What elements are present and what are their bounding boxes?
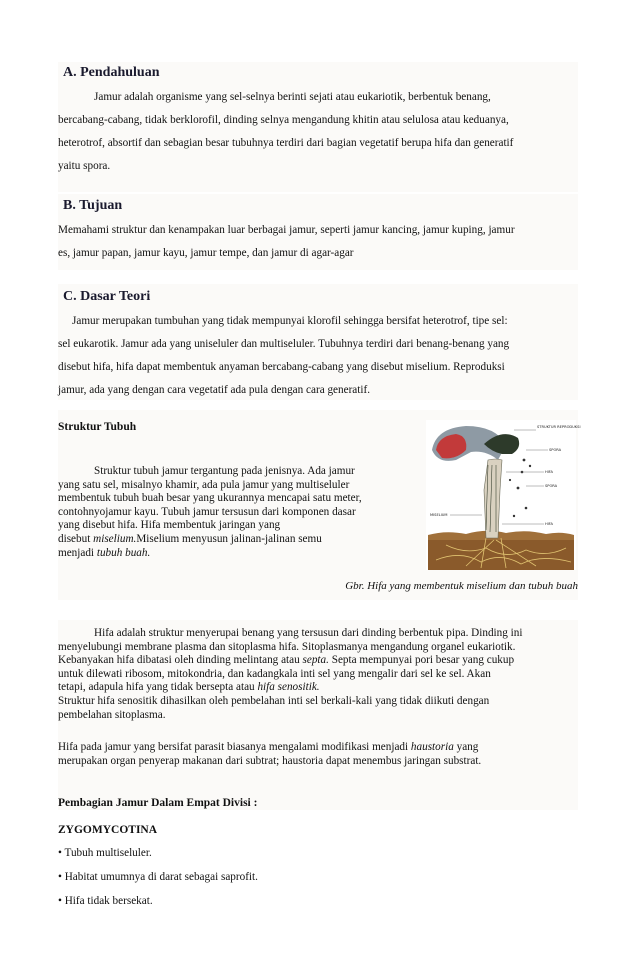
section-c-heading: C. Dasar Teori: [63, 289, 151, 304]
section-b-line: Memahami struktur dan kenampakan luar berbagai jamur, seperti jamur kancing, jamur kuping, jamur: [58, 224, 515, 236]
struktur-heading: Struktur Tubuh: [58, 421, 137, 433]
haustoria-paragraph: [58, 741, 481, 768]
hifa-line: Hifa adalah struktur menyerupai benang yang tersusun dari dinding berbentuk pipa. Dinding ini: [94, 627, 523, 639]
section-c-paragraph: [58, 310, 509, 402]
text-run: yang: [453, 741, 479, 753]
section-a-line: heterotrof, absortif dan sebagian besar tubuhnya terdiri dari bagian vegetatif berupa hifa dan generatif: [58, 137, 514, 149]
italic-term: tubuh buah.: [96, 546, 151, 559]
label-miselium: MISELIUM: [430, 513, 448, 517]
struktur-line: membentuk tubuh buah besar yang ukurannya mencapai satu meter,: [58, 492, 362, 505]
section-b-paragraph: [58, 219, 515, 265]
hifa-line: untuk dilewati ribosom, mitokondria, dan kadangkala inti sel yang mengalir dari sel ke sel. Akan: [58, 667, 491, 680]
section-a-line: yaitu spora.: [58, 160, 111, 172]
text-run: Hifa pada jamur yang bersifat parasit biasanya mengalami modifikasi menjadi: [58, 741, 411, 753]
italic-term: septa.: [302, 654, 329, 667]
struktur-line: contohnyojamur kayu. Tubuh jamur tersusun dari komponen dasar: [58, 505, 356, 518]
division-heading: ZYGOMYCOTINA: [58, 824, 158, 836]
section-c-line: disebut hifa, hifa dapat membentuk anyaman bercabang-cabang yang disebut miselium. Reproduksi: [58, 361, 505, 373]
italic-term: miselium.: [93, 532, 137, 545]
section-a-line: bercabang-cabang, tidak berklorofil, dinding selnya mengandung khitin atau selulosa atau keduanya,: [58, 114, 509, 126]
italic-term: hifa senositik.: [257, 681, 320, 694]
bullet-item: • Hifa tidak bersekat.: [58, 895, 153, 907]
hifa-line: [58, 681, 522, 695]
hifa-line: [58, 741, 481, 755]
hifa-line: merupakan organ penyerap makanan dari subtrat; haustoria dapat menembus jaringan substrat.: [58, 754, 482, 767]
label-spora-2: SPORA: [545, 484, 558, 488]
section-c-line: sel eukarotik. Jamur ada yang uniseluler dan multiseluler. Tubuhnya terdiri dari benang-benang yang: [58, 338, 510, 350]
struktur-line: yang disebut hifa. Hifa membentuk jaringan yang: [58, 519, 281, 532]
section-c-line: Jamur merupakan tumbuhan yang tidak mempunyai klorofil sehingga bersifat heterotrof, tipe sel:: [72, 315, 508, 327]
section-b-line: es, jamur papan, jamur kayu, jamur tempe, dan jamur di agar-agar: [58, 247, 354, 259]
bullet-item: • Habitat umumnya di darat sebagai saprofit.: [58, 871, 258, 883]
label-spora: SPORA: [549, 448, 562, 452]
hifa-line: menyelubungi membrane plasma dan sitoplasma hifa. Sitoplasmanya mengandung organel eukariotik.: [58, 640, 516, 653]
italic-term: haustoria: [410, 741, 454, 753]
section-a-paragraph: [58, 86, 513, 178]
struktur-line: [58, 533, 362, 547]
hifa-line: [58, 654, 522, 668]
pembagian-heading: Pembagian Jamur Dalam Empat Divisi :: [58, 797, 258, 809]
text-run: menjadi: [58, 546, 97, 559]
struktur-line: Struktur tubuh jamur tergantung pada jenisnya. Ada jamur: [94, 465, 355, 477]
label-struktur-reproduksi: STRUKTUR REPRODUKSI: [537, 425, 581, 429]
struktur-line: yang satu sel, misalnyo khamir, ada pula jamur yang multiseluler: [58, 478, 350, 491]
text-run: Kebanyakan hifa dibatasi oleh dinding melintang atau: [58, 654, 303, 667]
text-run: disebut: [58, 532, 94, 545]
section-b-heading: B. Tujuan: [63, 198, 123, 213]
section-a-line: Jamur adalah organisme yang sel-selnya berinti sejati atau eukariotik, berbentuk benang,: [94, 91, 491, 103]
mushroom-figure: [426, 420, 581, 570]
text-run: tetapi, adapula hifa yang tidak bersepta atau: [58, 681, 258, 694]
struktur-line: [58, 547, 362, 561]
struktur-paragraph: [58, 465, 362, 560]
bullet-item: • Tubuh multiseluler.: [58, 847, 152, 859]
text-run: Miselium menyusun jalinan-jalinan semu: [136, 532, 322, 545]
section-c-line: jamur, ada yang dengan cara vegetatif ada pula dengan cara generatif.: [58, 384, 371, 396]
hifa-line: pembelahan sitoplasma.: [58, 708, 166, 721]
text-run: Septa mempunyai pori besar yang cukup: [328, 654, 515, 667]
hifa-line: Struktur hifa senositik dihasilkan oleh pembelahan inti sel berkali-kali yang tidak diikuti dengan: [58, 694, 490, 707]
figure-caption: Gbr. Hifa yang membentuk miselium dan tubuh buah: [345, 580, 578, 592]
label-hifa: HIFA: [545, 470, 553, 474]
hifa-paragraph: [58, 627, 522, 722]
label-hifa-2: HIFA: [545, 522, 553, 526]
section-a-heading: A. Pendahuluan: [63, 65, 160, 80]
